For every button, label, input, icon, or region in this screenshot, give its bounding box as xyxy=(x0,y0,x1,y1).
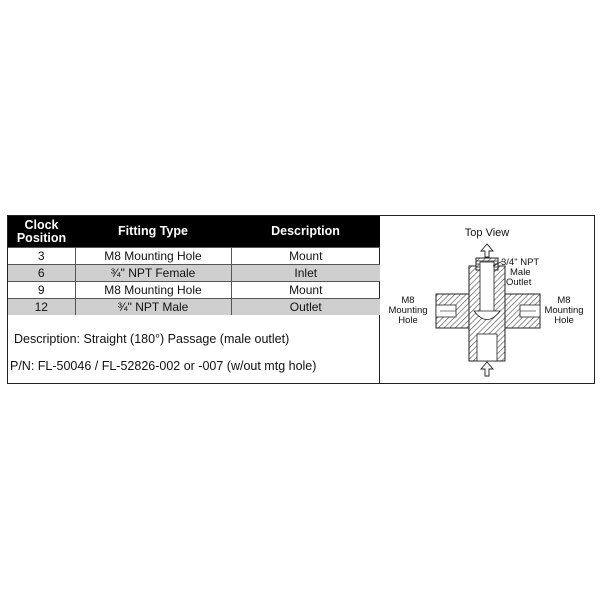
passage-description xyxy=(14,332,289,346)
cell-clock-position: 9 xyxy=(8,282,75,299)
outlet-label-line3: Outlet xyxy=(506,277,532,288)
right-label-line1: M8 xyxy=(557,295,571,306)
left-mounting-label xyxy=(388,295,427,326)
outlet-label xyxy=(501,257,539,288)
table-row xyxy=(8,282,380,299)
table-row xyxy=(8,265,380,282)
cell-clock-position: 3 xyxy=(8,248,75,265)
outlet-label-line1: 3/4" NPT xyxy=(501,257,540,268)
inlet-arrow-icon xyxy=(481,362,493,376)
table-row xyxy=(8,299,380,316)
top-view-diagram xyxy=(380,216,594,384)
header-clock-position xyxy=(8,216,75,248)
cell-clock-position: 12 xyxy=(8,299,75,316)
left-label-line1: M8 xyxy=(401,295,415,306)
left-label-line3: Hole xyxy=(398,315,418,326)
top-view-title: Top View xyxy=(464,227,510,239)
header-description: Description xyxy=(231,216,380,248)
description-text: : Straight (180°) Passage (male outlet) xyxy=(76,332,290,346)
description-label: Description xyxy=(14,332,77,346)
cell-fitting-type: M8 Mounting Hole xyxy=(75,248,231,265)
cell-fitting-type: M8 Mounting Hole xyxy=(75,282,231,299)
cell-fitting-type: ¾" NPT Female xyxy=(75,265,231,282)
outlet-label-line2: Male xyxy=(510,267,531,278)
right-label-line2: Mounting xyxy=(544,305,584,316)
cell-fitting-type: ¾" NPT Male xyxy=(75,299,231,316)
header-clock-line2: Position xyxy=(16,230,67,245)
table-row xyxy=(8,248,380,265)
fitting-table xyxy=(8,216,380,315)
right-label-line3: Hole xyxy=(554,315,574,326)
table-header-row xyxy=(8,216,380,248)
cell-description: Outlet xyxy=(231,299,380,316)
outlet-arrow-icon xyxy=(481,244,493,257)
cell-description: Mount xyxy=(231,248,380,265)
cell-description: Mount xyxy=(231,282,380,299)
part-number: P/N: FL-50046 / FL-52826-002 or -007 (w/out mtg hole) xyxy=(10,359,317,373)
spec-table-panel xyxy=(7,215,380,384)
cell-description: Inlet xyxy=(231,265,380,282)
cell-clock-position: 6 xyxy=(8,265,75,282)
left-label-line2: Mounting xyxy=(388,305,428,316)
header-clock-line1: Clock xyxy=(24,217,59,232)
top-view-panel xyxy=(380,215,595,384)
fitting-spec-sheet xyxy=(7,215,595,384)
header-fitting-type: Fitting Type xyxy=(75,216,231,248)
right-mounting-label xyxy=(544,295,583,326)
